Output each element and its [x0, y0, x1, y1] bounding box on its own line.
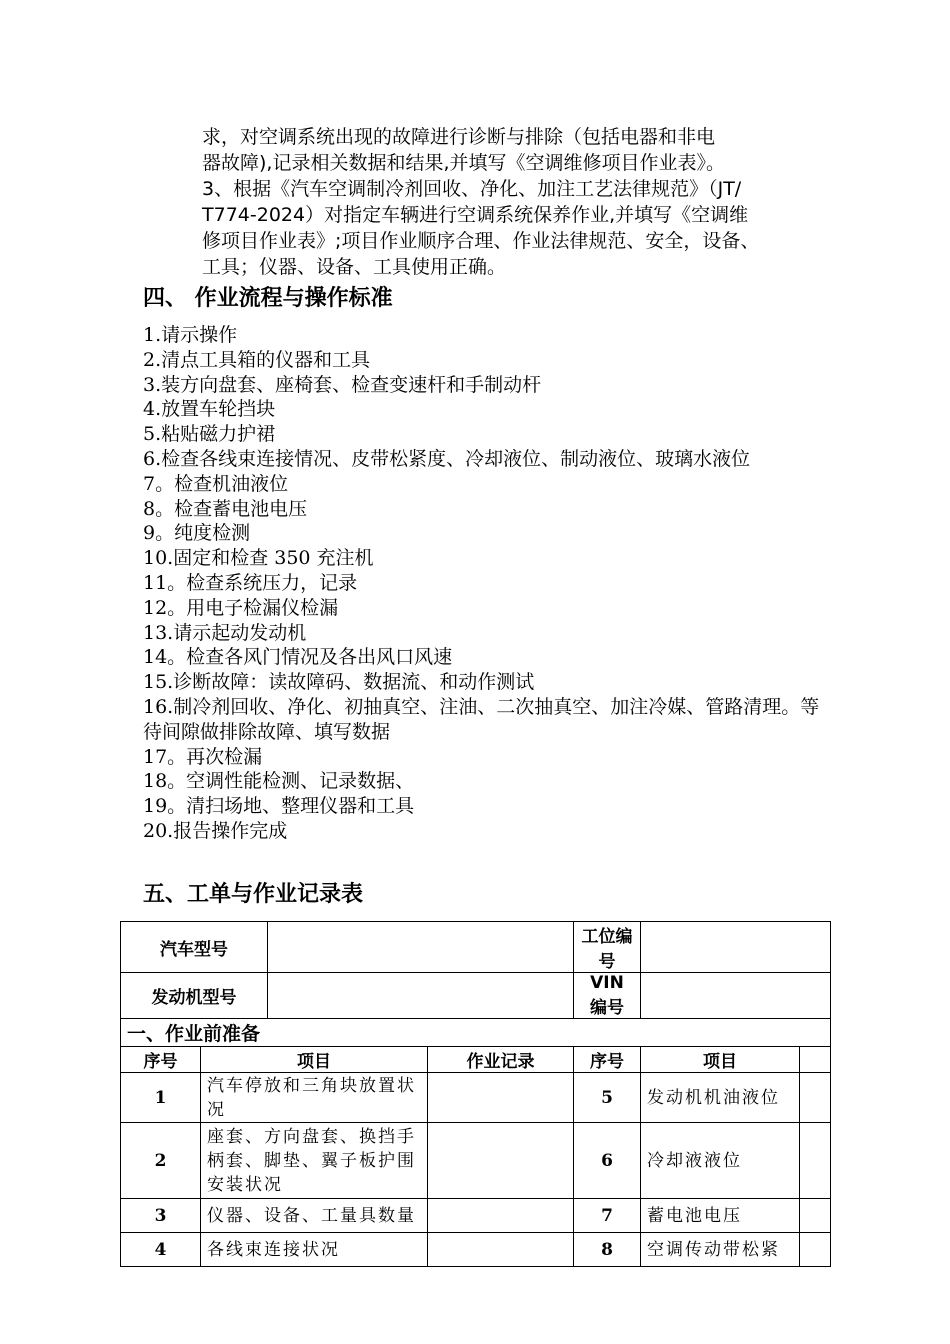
intro-text: [202, 124, 822, 280]
workflow-step: 18。空调性能检测、记录数据、: [143, 770, 415, 793]
intro-line: T774-2024）对指定车辆进行空调系统保养作业,并填写《空调维: [202, 204, 749, 226]
workflow-step: 15.诊断故障：读故障码、数据流、和动作测试: [143, 671, 535, 694]
table-row: [121, 1019, 831, 1047]
workflow-step: 10.固定和检查 350 充注机: [143, 547, 374, 570]
row-item: 各线束连接状况: [201, 1233, 428, 1267]
table-row: [121, 922, 831, 973]
record-cell[interactable]: [428, 1073, 574, 1123]
workflow-step: 2.清点工具箱的仪器和工具: [143, 348, 371, 371]
vin-label: VIN 编号: [574, 973, 641, 1019]
row-number: 7: [574, 1199, 641, 1233]
workflow-step: 16.制冷剂回收、净化、初抽真空、注油、二次抽真空、加注冷媒、管路清理。等待间隙做排除故障、填写数据: [143, 695, 820, 743]
row-item: 空调传动带松紧: [641, 1233, 800, 1267]
row-number: 3: [121, 1199, 201, 1233]
workflow-step: 4.放置车轮挡块: [143, 398, 276, 421]
workflow-steps-list: [143, 323, 823, 844]
workflow-step: 6.检查各线束连接情况、皮带松紧度、冷却液位、制动液位、玻璃水液位: [143, 447, 751, 470]
section-heading-work-order: 五、工单与作业记录表: [143, 882, 364, 907]
intro-line: 器故障),记录相关数据和结果,并填写《空调维修项目作业表》。: [202, 152, 725, 174]
row-number: 5: [574, 1073, 641, 1123]
table-header-row: [121, 1047, 831, 1073]
record-cell[interactable]: [428, 1123, 574, 1199]
table-row: [121, 1199, 831, 1233]
workflow-step: 19。清扫场地、整理仪器和工具: [143, 795, 415, 818]
header-record-2: [800, 1047, 831, 1073]
header-record: 作业记录: [428, 1047, 574, 1073]
engine-model-label: 发动机型号: [121, 973, 268, 1019]
workflow-step: 17。再次检漏: [143, 745, 263, 768]
workflow-step: 14。检查各风门情况及各出风口风速: [143, 646, 453, 669]
header-seq-2: 序号: [574, 1047, 641, 1073]
record-cell[interactable]: [428, 1199, 574, 1233]
intro-line: 工具；仪器、设备、工具使用正确。: [202, 256, 507, 278]
station-field[interactable]: [641, 922, 831, 973]
workflow-step: 3.装方向盘套、座椅套、检查变速杆和手制动杆: [143, 373, 542, 396]
row-number: 2: [121, 1123, 201, 1199]
intro-line: 求，对空调系统出现的故障进行诊断与排除（包括电器和非电: [202, 126, 716, 148]
row-number: 8: [574, 1233, 641, 1267]
vin-field[interactable]: [641, 973, 831, 1019]
row-item: 汽车停放和三角块放置状况: [201, 1073, 428, 1123]
record-cell[interactable]: [800, 1123, 831, 1199]
workflow-step: 11。检查系统压力，记录: [143, 571, 358, 594]
record-cell[interactable]: [800, 1073, 831, 1123]
record-cell[interactable]: [428, 1233, 574, 1267]
table-row: [121, 973, 831, 1019]
row-number: 6: [574, 1123, 641, 1199]
table-row: [121, 1073, 831, 1123]
car-model-field[interactable]: [268, 922, 574, 973]
workflow-step: 5.粘贴磁力护裙: [143, 423, 276, 446]
record-cell[interactable]: [800, 1199, 831, 1233]
engine-model-field[interactable]: [268, 973, 574, 1019]
row-item: 冷却液液位: [641, 1123, 800, 1199]
workflow-step: 20.报告操作完成: [143, 819, 288, 842]
row-number: 4: [121, 1233, 201, 1267]
workflow-step: 9。纯度检测: [143, 522, 251, 545]
workflow-step: 13.请示起动发动机: [143, 621, 307, 644]
table-row: [121, 1123, 831, 1199]
header-item-2: 项目: [641, 1047, 800, 1073]
workflow-step: 12。用电子检漏仪检漏: [143, 596, 339, 619]
intro-line: 修项目作业表》;项目作业顺序合理、作业法律规范、安全，设备、: [202, 230, 760, 252]
row-item: 座套、方向盘套、换挡手柄套、脚垫、翼子板护围安装状况: [201, 1123, 428, 1199]
workflow-step: 1.请示操作: [143, 324, 238, 346]
record-cell[interactable]: [800, 1233, 831, 1267]
row-item: 蓄电池电压: [641, 1199, 800, 1233]
header-item: 项目: [201, 1047, 428, 1073]
workflow-step: 7。检查机油液位: [143, 472, 289, 495]
workflow-step: 8。检查蓄电池电压: [143, 497, 308, 520]
row-item: 发动机机油液位: [641, 1073, 800, 1123]
row-item: 仪器、设备、工量具数量: [201, 1199, 428, 1233]
car-model-label: 汽车型号: [121, 922, 268, 973]
work-record-table: [120, 921, 831, 1267]
prep-section-title: 一、作业前准备: [121, 1019, 831, 1047]
station-label: 工位编号: [574, 922, 641, 973]
header-seq: 序号: [121, 1047, 201, 1073]
table-row: [121, 1233, 831, 1267]
row-number: 1: [121, 1073, 201, 1123]
section-heading-workflow: 四、 作业流程与操作标准: [143, 286, 393, 311]
intro-line: 3、根据《汽车空调制冷剂回收、净化、加注工艺法律规范》（JT/: [202, 178, 742, 200]
